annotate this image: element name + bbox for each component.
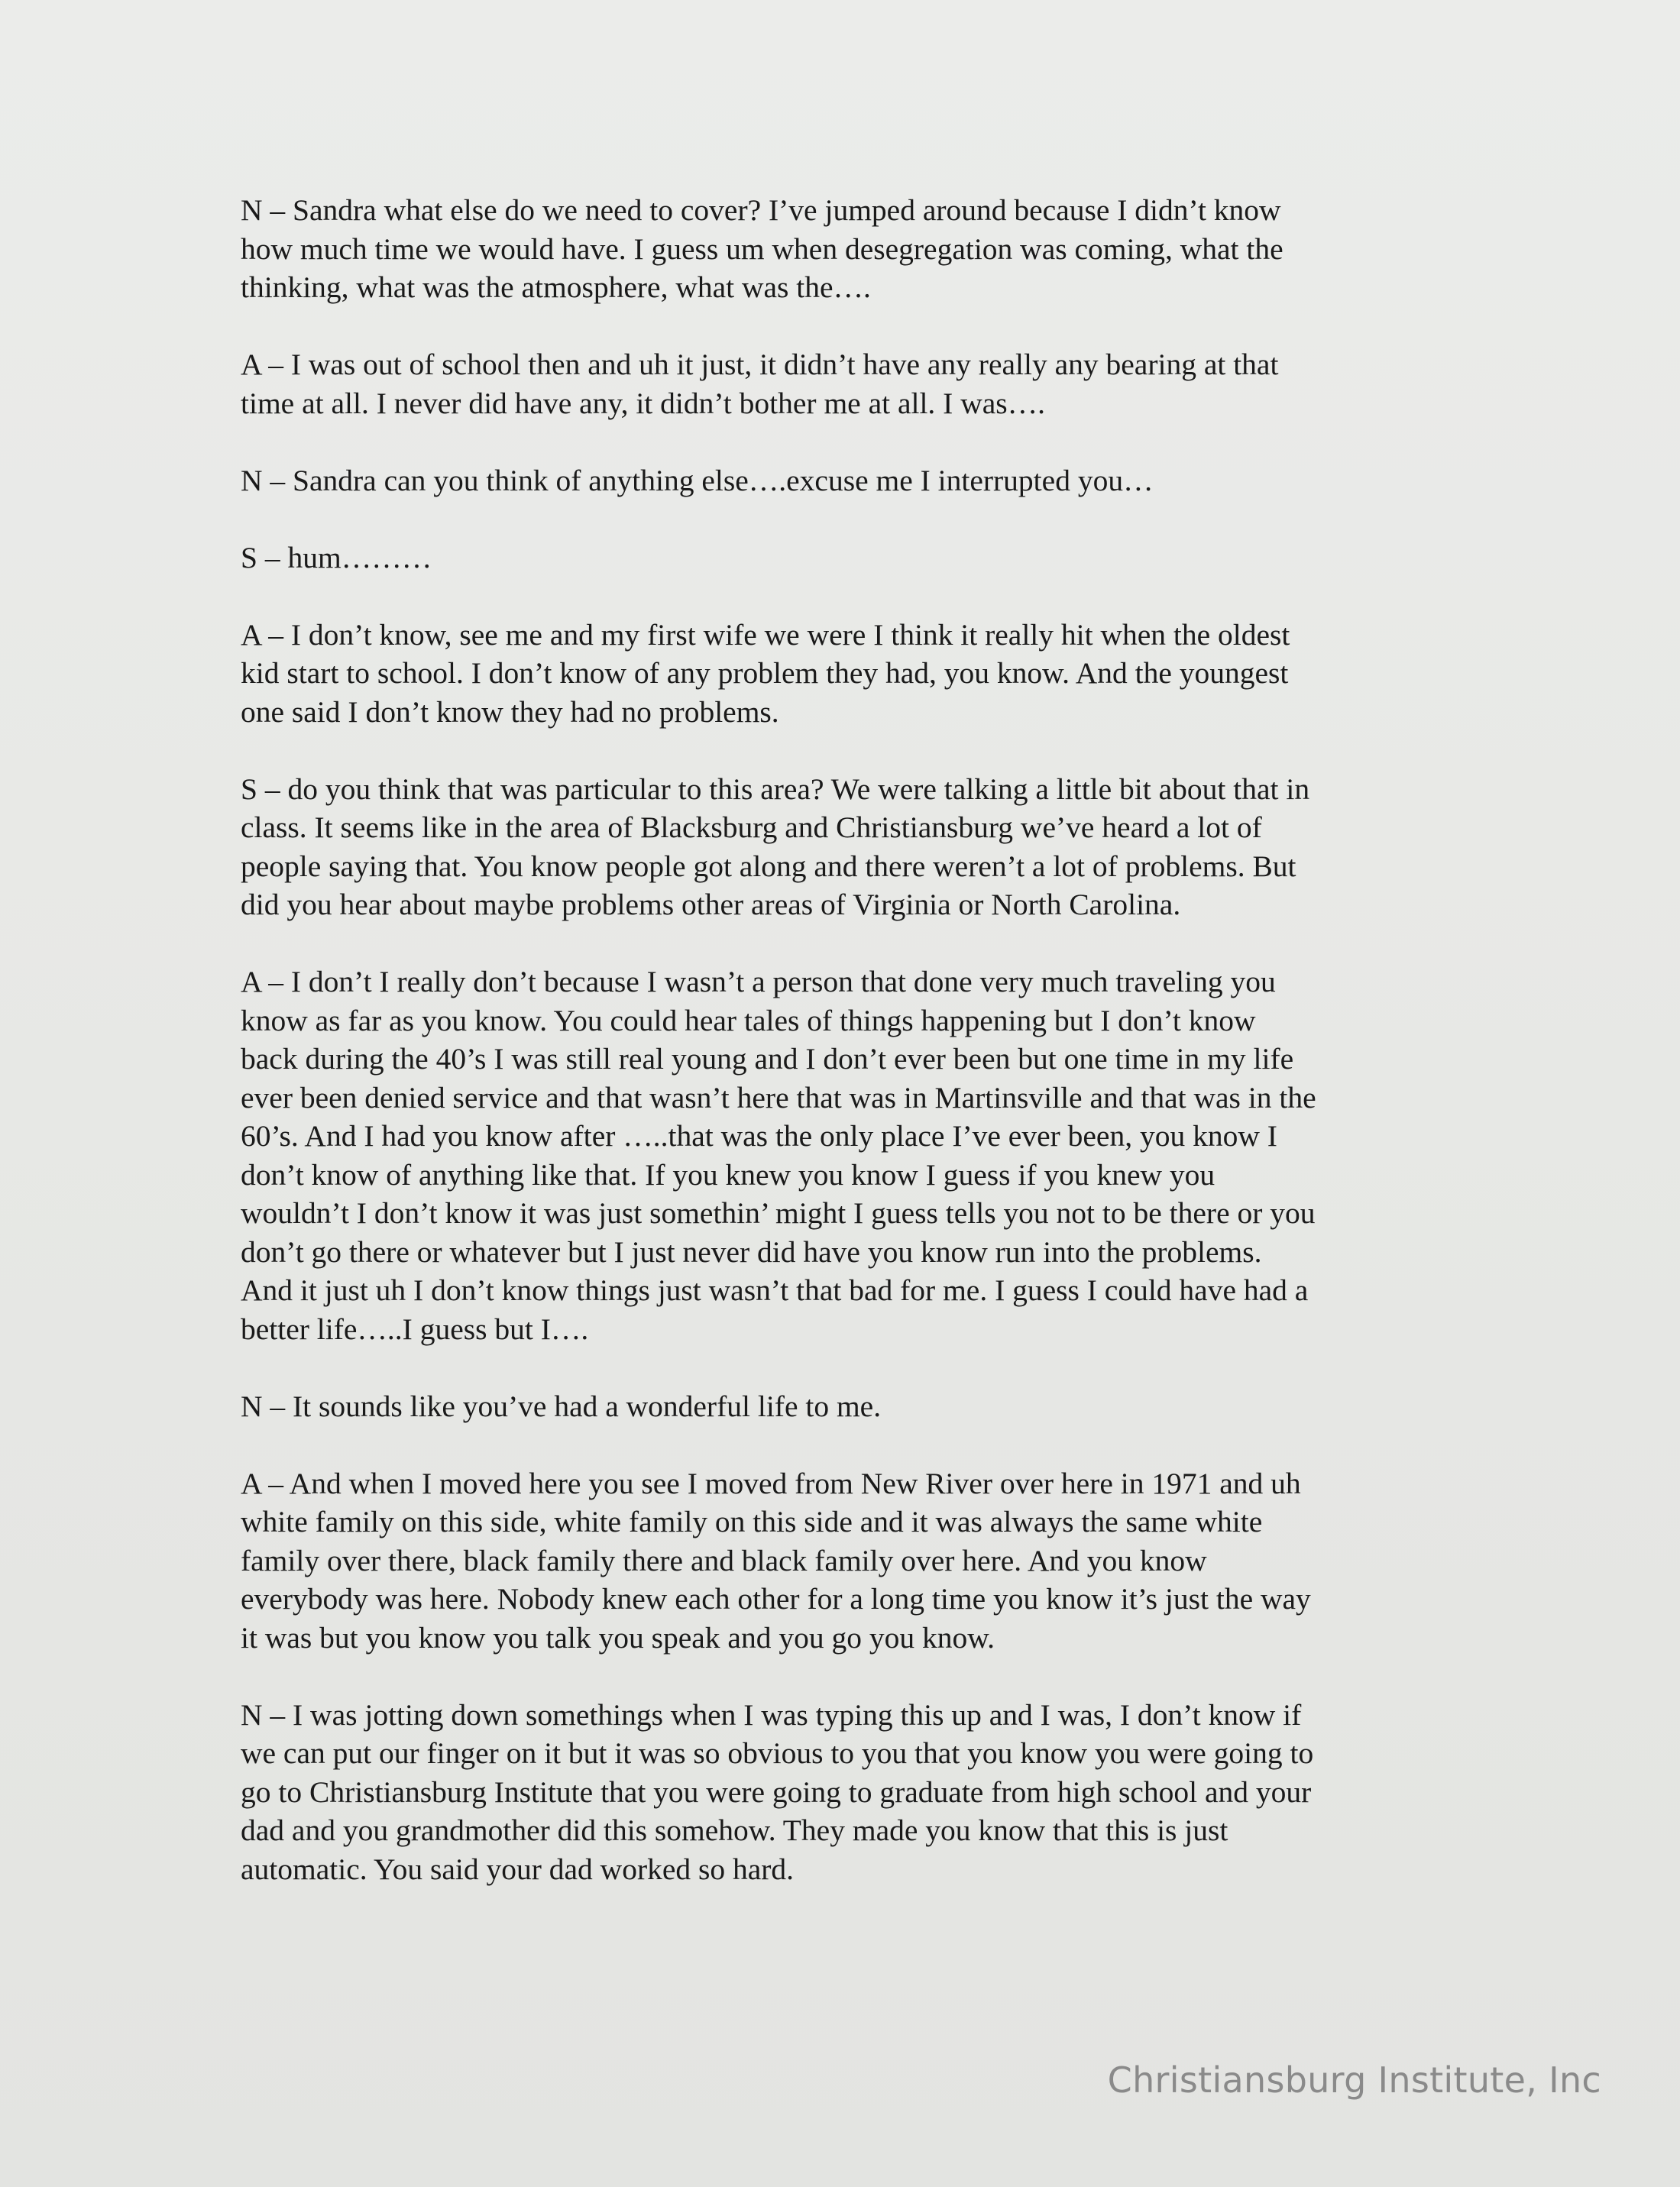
transcript-paragraph: A – I don’t I really don’t because I wasn’t a person that done very much traveling you know as far as you know. You could hear tales of things happening but I don’t know back during the 40’s I was still real young and I don’t ever been but one time in my life ever been denied service and that wasn’t here that was in Martinsville and that was in the 60’s. And I had you know after …..that was the only place I’ve ever been, you know I don’t know of anything like that. If you knew you know I guess if you knew you wouldn’t I don’t know it was just somethin’ might I guess tells you not to be there or you don’t go there or whatever but I just never did have you know run into the problems. And it just uh I don’t know things just wasn’t that bad for me. I guess I could have had a better life…..I guess but I…. [241,965,1316,1346]
interview-transcript [241,191,1448,1927]
transcript-paragraph: N – I was jotting down somethings when I was typing this up and I was, I don’t know if we can put our finger on it but it was so obvious to you that you know you were going to go to Christiansburg Institute that you were going to graduate from high school and your dad and you grandmother did this somehow. They made you know that this is just automatic. You said your dad worked so hard. [241,1697,1314,1886]
transcript-paragraph: A – I don’t know, see me and my first wife we were I think it really hit when the oldest kid start to school. I don’t know of any problem they had, you know. And the youngest one said I don’t know they had no problems. [241,617,1290,729]
transcript-paragraph: S – do you think that was particular to this area? We were talking a little bit about that in class. It seems like in the area of Blacksburg and Christiansburg we’ve heard a lot of people saying that. You know people got along and there weren’t a lot of problems. But did you hear about maybe problems other areas of Virginia or North Carolina. [241,772,1310,921]
transcript-paragraph: A – And when I moved here you see I moved from New River over here in 1971 and uh white family on this side, white family on this side and it was always the same white family over there, black family there and black family over here. And you know everybody was here. Nobody knew each other for a long time you know it’s just the way it was but you know you talk you speak and you go you know. [241,1466,1311,1655]
transcript-paragraph: N – Sandra can you think of anything else….excuse me I interrupted you… [241,463,1154,497]
transcript-paragraph: A – I was out of school then and uh it just, it didn’t have any really any bearing at that time at all. I never did have any, it didn’t bother me at all. I was…. [241,348,1279,420]
transcript-paragraph: N – It sounds like you’ve had a wonderful life to me. [241,1389,882,1423]
transcript-paragraph: N – Sandra what else do we need to cover? I’ve jumped around because I didn’t know how much time we would have. I guess um when desegregation was coming, what the thinking, what was the atmosphere, what was the…. [241,193,1283,304]
watermark-text: Christiansburg Institute, Inc [1107,2059,1601,2101]
transcript-paragraph: S – hum……… [241,540,432,574]
